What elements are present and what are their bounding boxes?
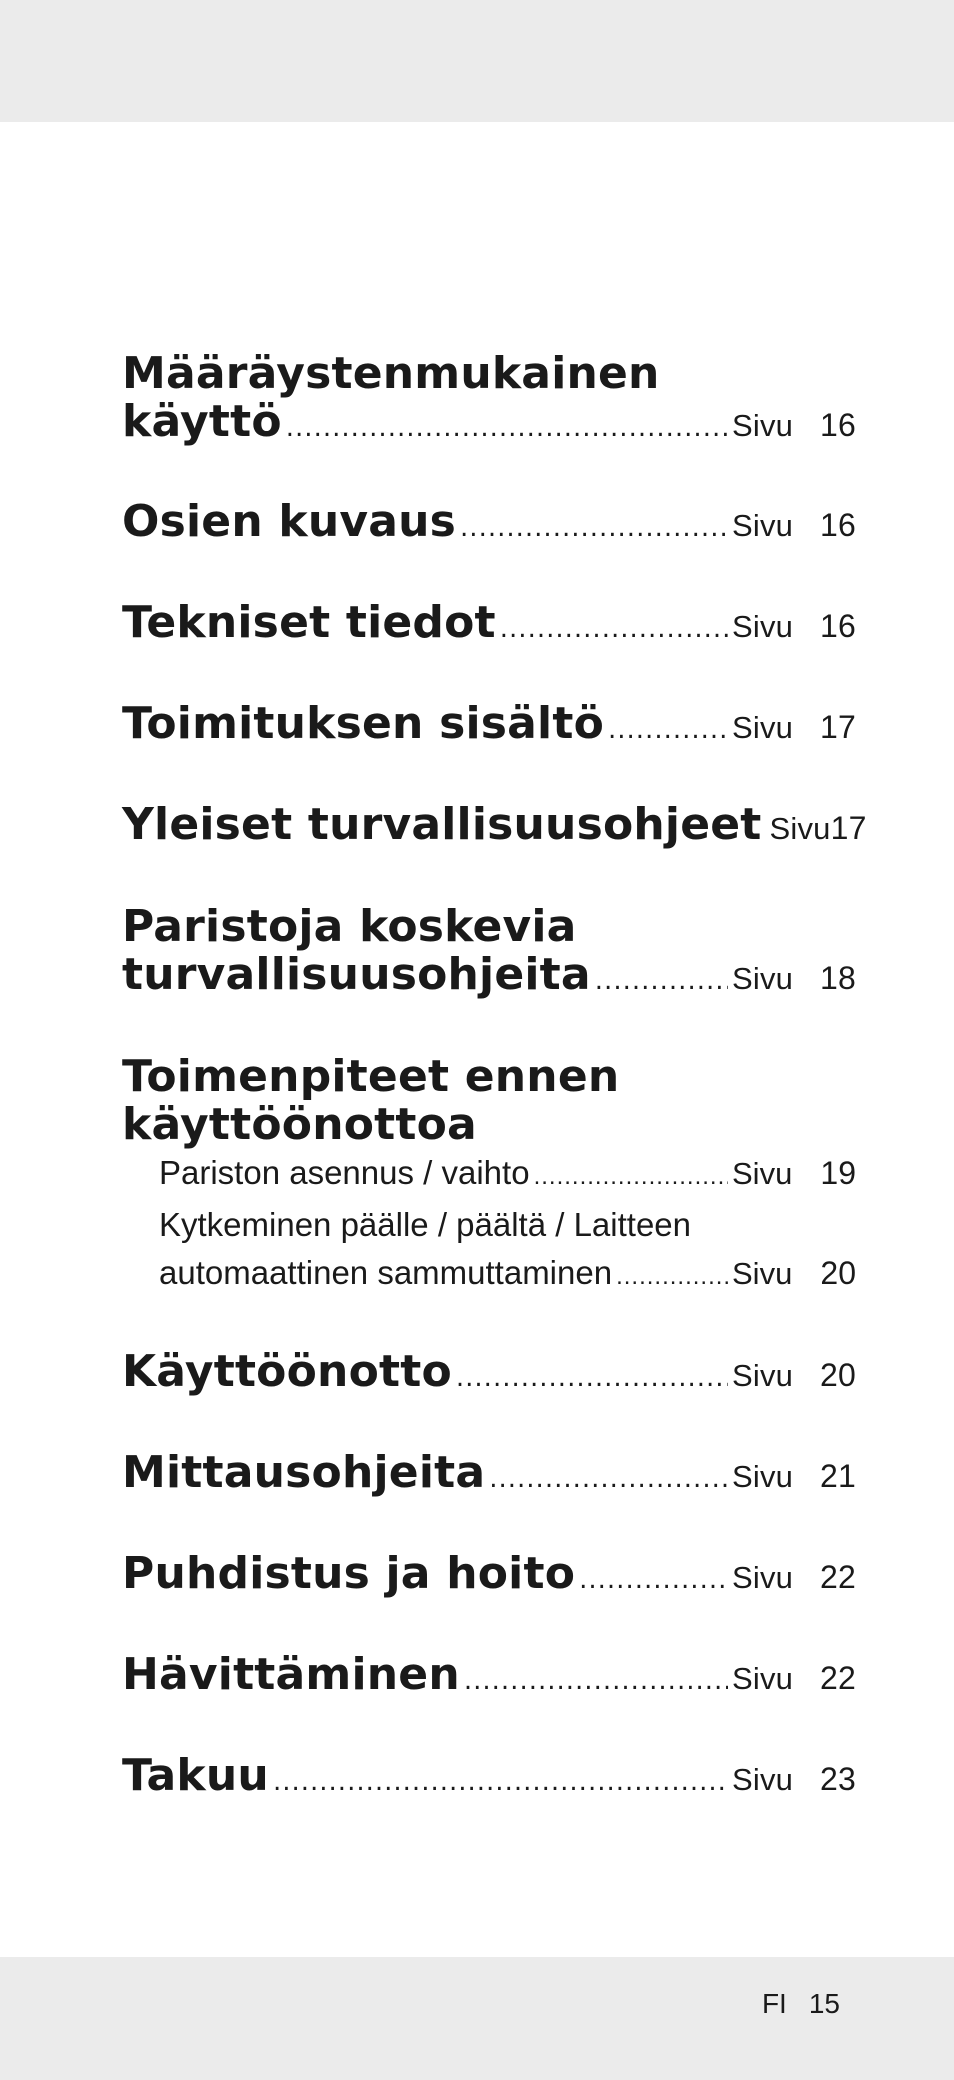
toc-title-line: käyttö — [122, 396, 282, 447]
toc-entry-cleaning-care[interactable] — [122, 1550, 856, 1604]
page-number: 17 — [830, 810, 867, 846]
page-label: Sivu — [732, 1560, 794, 1595]
page-label: Sivu — [732, 1358, 794, 1393]
leader-dots — [460, 504, 728, 552]
toc-title-line: Toimenpiteet ennen — [122, 1051, 620, 1102]
toc-entry-intended-use[interactable] — [122, 350, 856, 452]
leader-dots — [273, 1758, 728, 1806]
leader-dots — [286, 404, 728, 452]
page-number: 23 — [820, 1761, 856, 1797]
toc-entry-scope-of-delivery[interactable] — [122, 700, 856, 754]
toc-subtitle-line: Kytkeminen päälle / päältä / Laitteen — [159, 1206, 692, 1243]
page-label: Sivu — [732, 961, 794, 996]
toc-title-line: Tekniset tiedot — [122, 597, 496, 648]
table-of-contents — [122, 348, 867, 1806]
page-number: 22 — [820, 1559, 856, 1595]
page-label: Sivu — [732, 609, 794, 644]
page-label: Sivu — [732, 1459, 794, 1494]
leader-dots — [534, 1153, 728, 1201]
page-label: Sivu — [732, 1256, 793, 1291]
page-number: 16 — [820, 407, 856, 443]
leader-dots — [579, 1556, 728, 1604]
footer-page-number: 15 — [808, 1988, 840, 2019]
toc-title-line: turvallisuusohjeita — [122, 949, 591, 1000]
toc-entry-commissioning[interactable] — [122, 1348, 856, 1402]
toc-entry-disposal[interactable] — [122, 1651, 856, 1705]
language-code: FI — [761, 1988, 787, 2019]
toc-title-line: Toimituksen sisältö — [122, 698, 604, 749]
page-label: Sivu — [732, 1156, 793, 1191]
toc-title-line: Mittausohjeita — [122, 1447, 486, 1498]
leader-dots — [500, 605, 728, 653]
page-number: 16 — [820, 608, 856, 644]
leader-dots — [616, 1253, 728, 1301]
page-number: 18 — [820, 960, 856, 996]
toc-title-line: Osien kuvaus — [122, 496, 457, 547]
page-footer — [0, 1988, 840, 2020]
page-number: 17 — [820, 709, 856, 745]
toc-entry-technical-data[interactable] — [122, 599, 856, 653]
toc-title-line: Puhdistus ja hoito — [122, 1548, 576, 1599]
leader-dots — [464, 1657, 728, 1705]
page-number: 20 — [820, 1255, 856, 1291]
leader-dots — [456, 1354, 728, 1402]
toc-entry-parts-description[interactable] — [122, 498, 856, 552]
toc-title-line: Hävittäminen — [122, 1649, 460, 1700]
toc-subtitle-line: Pariston asennus / vaihto — [159, 1154, 530, 1191]
page-label: Sivu — [732, 1762, 794, 1797]
toc-entry-battery-safety[interactable] — [122, 903, 856, 1005]
page-label: Sivu — [732, 408, 794, 443]
page-label: Sivu — [732, 1661, 794, 1696]
page-number: 20 — [820, 1357, 856, 1393]
page-number: 21 — [820, 1458, 856, 1494]
toc-title-line: Paristoja koskevia — [122, 901, 577, 952]
leader-dots — [608, 706, 728, 754]
toc-subtitle-line: automaattinen sammuttaminen — [159, 1254, 613, 1291]
toc-subentry-battery-install[interactable] — [122, 1149, 856, 1201]
leader-dots — [489, 1455, 728, 1503]
leader-dots — [595, 957, 728, 1005]
page-number: 22 — [820, 1660, 856, 1696]
page-label: Sivu — [732, 710, 794, 745]
page-label: Sivu — [769, 811, 831, 846]
toc-subentry-power-switching[interactable] — [122, 1201, 856, 1301]
header-band — [0, 0, 954, 122]
toc-entry-warranty[interactable] — [122, 1752, 856, 1806]
page-label: Sivu — [732, 508, 794, 543]
toc-title-line: Käyttöönotto — [122, 1346, 452, 1397]
page-number: 16 — [820, 507, 856, 543]
page-number: 19 — [820, 1155, 856, 1191]
toc-title-line: Yleiset turvallisuusohjeet — [122, 799, 762, 850]
toc-title-line: käyttöönottoa — [122, 1099, 477, 1150]
toc-entry-measuring-instructions[interactable] — [122, 1449, 856, 1503]
toc-entry-general-safety[interactable] — [122, 799, 867, 855]
toc-title-line: Takuu — [122, 1750, 269, 1801]
toc-title-line: Määräystenmukainen — [122, 348, 660, 399]
toc-entry-before-use[interactable] — [122, 1053, 856, 1301]
